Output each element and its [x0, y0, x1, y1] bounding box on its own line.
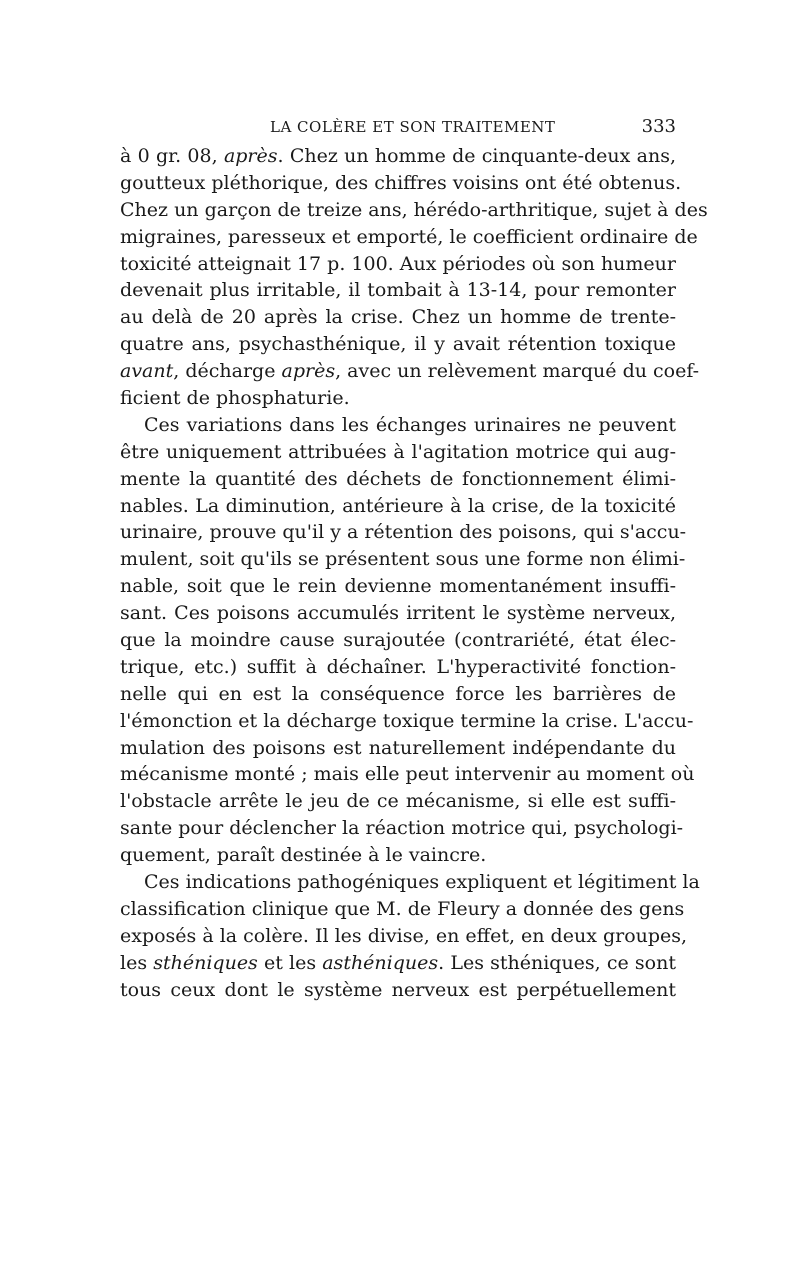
text-line-16: mulent, soit qu'ils se présentent sous une forme non élimi-: [120, 548, 686, 571]
running-title: LA COLÈRE ET SON TRAITEMENT: [270, 118, 556, 136]
body-text: [120, 143, 708, 1004]
text-line-13: mente la quantité des déchets de fonctionnement élimi-: [120, 467, 676, 490]
text-line-3: Chez un garçon de treize ans, hérédo-arthritique, sujet à des: [120, 198, 708, 221]
text-line-28: Ces indications pathogéniques expliquent et légitiment la: [144, 871, 700, 894]
text-line-2: goutteux pléthorique, des chiffres voisins ont été obtenus.: [120, 171, 682, 194]
text-line-21: nelle qui en est la conséquence force les barrières de: [120, 682, 676, 705]
text-line-11: Ces variations dans les échanges urinaires ne peuvent: [144, 413, 676, 436]
text-line-23: mulation des poisons est naturellement indépendante du: [120, 736, 676, 759]
text-line-4: migraines, paresseux et emporté, le coefficient ordinaire de: [120, 225, 698, 248]
text-line-17: nable, soit que le rein devienne momentanément insuffi-: [120, 575, 676, 598]
text-line-31: les sthéniques et les asthéniques. Les sthéniques, ce sont: [120, 951, 676, 974]
text-line-22: l'émonction et la décharge toxique termine la crise. L'accu-: [120, 709, 694, 732]
text-line-30: exposés à la colère. Il les divise, en effet, en deux groupes,: [120, 924, 688, 947]
text-line-14: nables. La diminution, antérieure à la crise, de la toxicité: [120, 494, 676, 517]
text-line-1: à 0 gr. 08, après. Chez un homme de cinquante-deux ans,: [120, 145, 676, 167]
text-line-26: sante pour déclencher la réaction motrice qui, psychologi-: [120, 817, 684, 840]
text-line-32: tous ceux dont le système nerveux est perpétuellement: [120, 978, 676, 1001]
text-line-10: ficient de phosphaturie.: [120, 387, 350, 410]
text-line-18: sant. Ces poisons accumulés irritent le système nerveux,: [120, 602, 676, 625]
text-line-15: urinaire, prouve qu'il y a rétention des poisons, qui s'accu-: [120, 521, 687, 544]
page-number: 333: [641, 116, 676, 137]
text-line-12: être uniquement attribuées à l'agitation motrice qui aug-: [120, 440, 676, 463]
text-line-24: mécanisme monté ; mais elle peut intervenir au moment où: [120, 763, 695, 786]
text-line-29: classification clinique que M. de Fleury a donnée des gens: [120, 897, 685, 920]
text-line-27: quement, paraît destinée à le vaincre.: [120, 844, 487, 867]
text-line-9: avant, décharge après, avec un relèvement marqué du coef-: [120, 360, 700, 383]
text-line-5: toxicité atteignait 17 p. 100. Aux périodes où son humeur: [120, 252, 676, 275]
text-line-7: au delà de 20 après la crise. Chez un homme de trente-: [120, 306, 676, 329]
text-line-20: trique, etc.) suffit à déchaîner. L'hyperactivité fonction-: [120, 655, 676, 678]
running-head: [120, 116, 676, 140]
text-line-25: l'obstacle arrête le jeu de ce mécanisme, si elle est suffi-: [120, 790, 676, 813]
text-line-19: que la moindre cause surajoutée (contrariété, état élec-: [120, 629, 676, 652]
text-line-6: devenait plus irritable, il tombait à 13-14, pour remonter: [120, 279, 676, 302]
text-line-8: quatre ans, psychasthénique, il y avait rétention toxique: [120, 333, 676, 356]
